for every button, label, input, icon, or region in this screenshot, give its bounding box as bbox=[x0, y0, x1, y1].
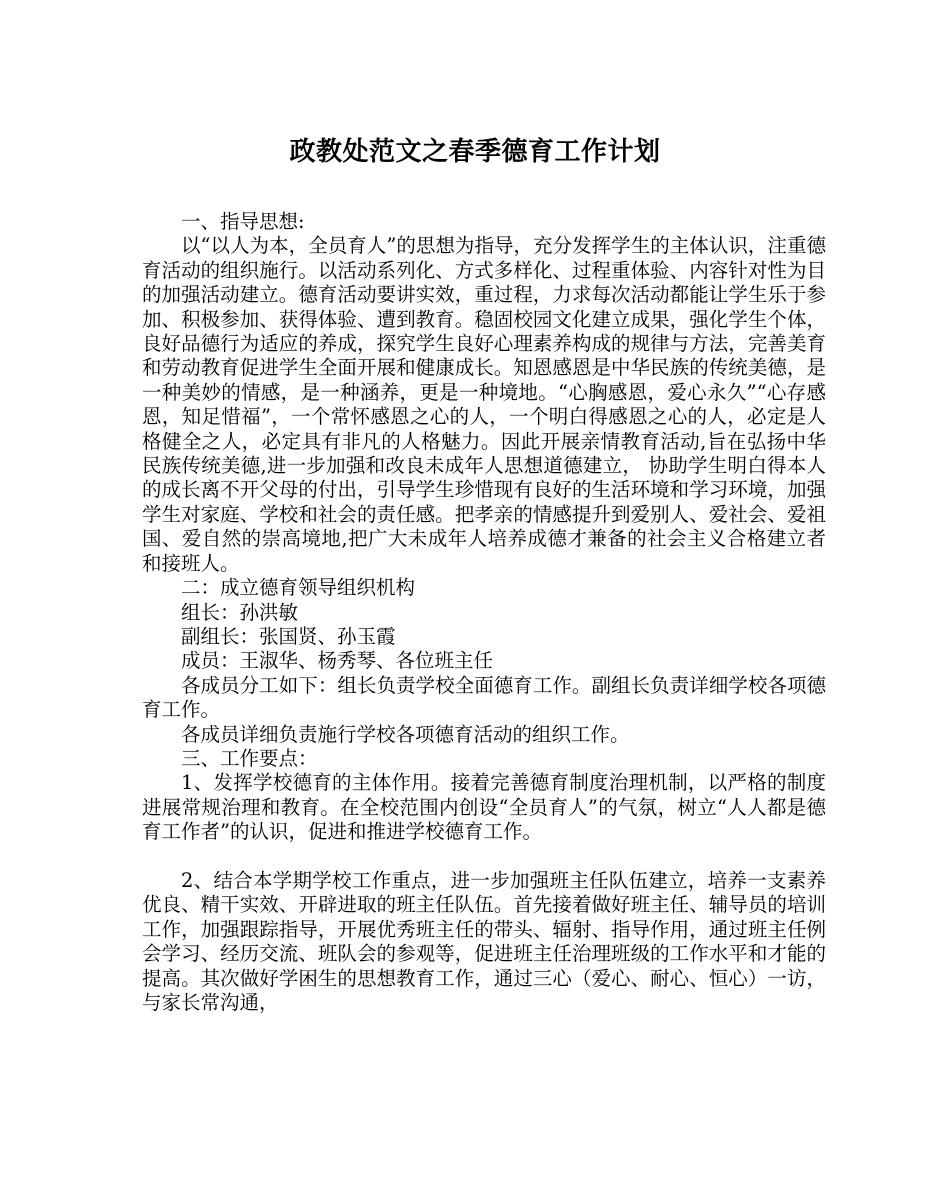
work-point-2-paragraph: 2、结合本学期学校工作重点，进一步加强班主任队伍建立，培养一支素养优良、精干实效、开辟进取的班主任队伍。首先接着做好班主任、辅导员的培训工作，加强跟踪指导，开展优秀班主任的带头、辐射、指导作用，通过班主任例会学习、经历交流、班队会的参观等，促进班主任治理班级的工作水平和才能的提高。其次做好学困生的思想教育工作，通过三心（爱心、耐心、恒心）一访，与家长常沟通， bbox=[142, 868, 826, 1014]
work-point-1-paragraph: 1、发挥学校德育的主体作用。接着完善德育制度治理机制，以严格的制度进展常规治理和教育。在全校范围内创设“全员育人”的气氛，树立“人人都是德育工作者”的认识，促进和推进学校德育工作。 bbox=[142, 771, 826, 844]
division-of-labor-paragraph: 各成员分工如下：组长负责学校全面德育工作。副组长负责详细学校各项德育工作。 bbox=[142, 673, 826, 722]
section-heading-work-points: 三、工作要点： bbox=[181, 746, 318, 770]
paragraph-guiding-ideology: 以“以人为本，全员育人”的思想为指导，充分发挥学生的主体认识，注重德育活动的组织施行。以活动系列化、方式多样化、过程重体验、内容针对性为目的加强活动建立。德育活动要讲实效，重过程，力求每次活动都能让学生乐于参加、积极参加、获得体验、遭到教育。稳固校园文化建立成果，强化学生个体，良好品德行为适应的养成，探究学生良好心理素养构成的规律与方法，完善美育和劳动教育促进学生全面开展和健康成长。知恩感恩是中华民族的传统美德，是一种美妙的情感，是一种涵养，更是一种境地。“心胸感恩，爱心永久”“心存感恩，知足惜福”，一个常怀感恩之心的人，一个明白得感恩之心的人，必定是人格健全之人，必定具有非凡的人格魅力。因此开展亲情教育活动,旨在弘扬中华民族传统美德,进一步加强和改良未成年人思想道德建立， 协助学生明白得本人的成长离不开父母的付出，引导学生珍惜现有良好的生活环境和学习环境，加强学生对家庭、学校和社会的责任感。把孝亲的情感提升到爱别人、爱社会、爱祖国、爱自然的崇高境地,把广大未成年人培养成德才兼备的社会主义合格建立者和接班人。 bbox=[142, 234, 826, 575]
section-heading-organization: 二：成立德育领导组织机构 bbox=[181, 576, 416, 600]
team-leader-line: 组长：孙洪敏 bbox=[181, 600, 299, 624]
document-body bbox=[142, 210, 826, 1015]
section-heading-guiding-ideology: 一、指导思想: bbox=[181, 210, 305, 233]
member-duties-paragraph: 各成员详细负责施行学校各项德育活动的组织工作。 bbox=[181, 722, 630, 746]
members-line: 成员：王淑华、杨秀琴、各位班主任 bbox=[181, 649, 494, 673]
deputy-leader-line: 副组长：张国贤、孙玉霞 bbox=[181, 624, 396, 648]
document-title: 政教处范文之春季德育工作计划 bbox=[289, 137, 661, 167]
